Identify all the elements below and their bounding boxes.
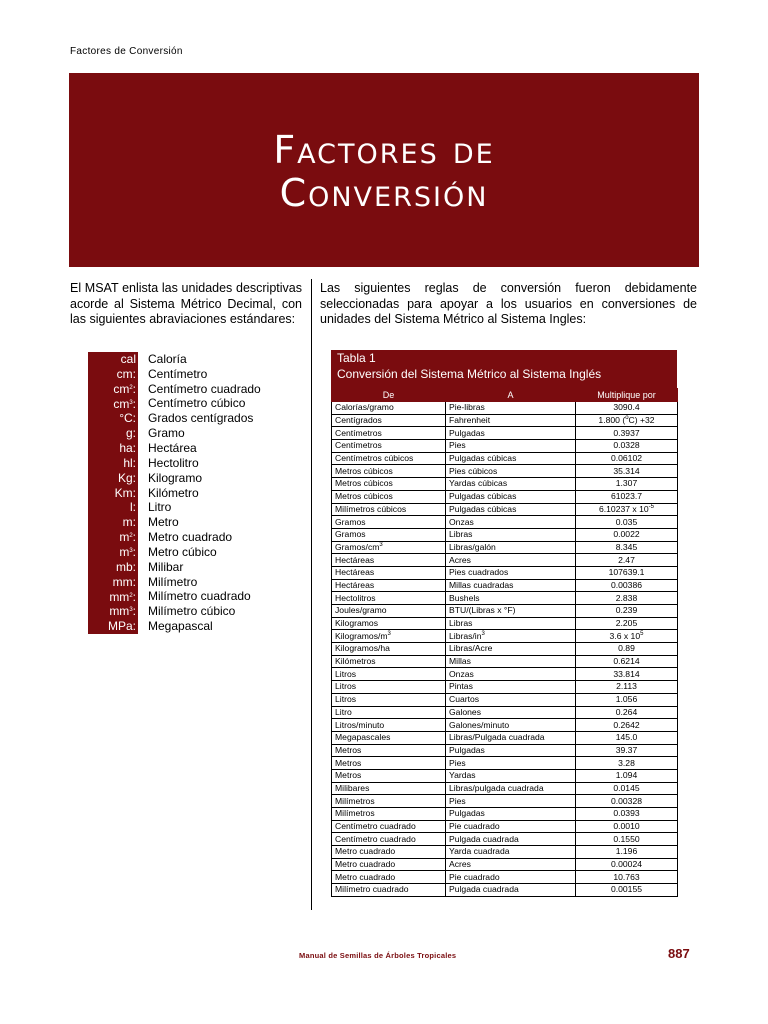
cell-multiplier: 3.6 x $10^5$ [576,630,678,643]
cell-multiplier: 6.10237 x $10^{-5}$ [576,503,678,516]
abbreviation-code: ha: [88,441,138,456]
table-row [332,731,678,744]
abbreviation-name: Milibar [148,559,184,574]
abbreviation-code: l: [88,500,138,515]
cell-to: Pulgadas [446,808,576,821]
abbreviation-name: Metro cuadrado [148,530,233,545]
table-row [332,465,678,478]
cell-to: Pie cuadrado [446,820,576,833]
cell-multiplier: 2.47 [576,554,678,567]
header-to: A [446,389,576,402]
table-row [332,871,678,884]
cell-from: Litros [332,681,446,694]
abbreviation-item [88,590,261,605]
cell-to: Yarda cuadrada [446,846,576,859]
page-number: 887 [668,946,690,961]
cell-from: Kilogramos/ha [332,643,446,656]
cell-multiplier: 0.6214 [576,655,678,668]
cell-multiplier: 1.196 [576,846,678,859]
cell-from: Metro cuadrado [332,858,446,871]
abbreviation-name: Metro cúbico [148,544,217,559]
abbreviation-item [88,456,261,471]
table-caption [331,350,677,388]
abbreviation-name: Megapascal [148,619,213,634]
cell-multiplier: 33.814 [576,668,678,681]
abbreviation-item [88,411,261,426]
running-header: Factores de Conversión [70,46,183,57]
abbreviation-item [88,515,261,530]
cell-to: Fahrenheit [446,414,576,427]
conversion-table [331,388,678,897]
cell-multiplier: 0.00328 [576,795,678,808]
cell-from: Litros [332,668,446,681]
cell-to: Pies cuadrados [446,566,576,579]
cell-multiplier: 2.838 [576,592,678,605]
abbreviation-name: Metro [148,515,179,530]
cell-from: Litros/minuto [332,719,446,732]
abbreviation-code: cm: [88,367,138,382]
cell-multiplier: 1.800 ($^o$C) +32 [576,414,678,427]
table-row [332,681,678,694]
intro-right-paragraph: Las siguientes reglas de conversión fueron debidamente seleccionadas para apoyar a los usuarios en conversiones de unidades del Sistema Métrico al Sistema Ingles: [320,281,697,326]
footer-title: Manual de Semillas de Árboles Tropicales [299,951,457,960]
cell-to: Pie-libras [446,402,576,415]
table-row [332,643,678,656]
banner-title-line-2: Conversión [279,171,489,215]
cell-to: Yardas [446,769,576,782]
table-header-row [332,389,678,402]
cell-multiplier: 3090.4 [576,402,678,415]
table-row [332,516,678,529]
cell-from: Centímetros cúbicos [332,452,446,465]
table-row [332,782,678,795]
abbreviation-code: $m^2$: [88,530,138,545]
table-row [332,541,678,554]
cell-from: Litros [332,693,446,706]
abbreviation-item [88,397,261,412]
cell-from: Megapascales [332,731,446,744]
cell-multiplier: 0.0328 [576,440,678,453]
table-row [332,795,678,808]
cell-multiplier: 2.205 [576,617,678,630]
cell-to: Onzas [446,668,576,681]
table-row [332,566,678,579]
abbreviation-item [88,575,261,590]
cell-to: Pies [446,795,576,808]
table-row [332,440,678,453]
cell-from: Kilogramos/$m^3$ [332,630,446,643]
table-row [332,757,678,770]
table-body [332,402,678,897]
cell-to: Galones [446,706,576,719]
abbreviation-name: Milímetro cúbico [148,604,236,619]
abbreviation-code: $mm^2$: [88,590,138,605]
cell-to: Acres [446,858,576,871]
abbreviation-code: mb: [88,560,138,575]
cell-multiplier: 1.307 [576,478,678,491]
cell-to: Pulgadas cúbicas [446,452,576,465]
abbreviation-list [88,352,261,634]
abbreviation-code: hl: [88,456,138,471]
cell-multiplier: 0.2642 [576,719,678,732]
abbreviation-code: Km: [88,486,138,501]
abbreviation-item [88,471,261,486]
table-row [332,808,678,821]
cell-multiplier: 0.0393 [576,808,678,821]
abbreviation-item [88,604,261,619]
table-caption-subtitle: Conversión del Sistema Métrico al Sistema Inglés [337,366,602,381]
header-from: De [332,389,446,402]
cell-to: Millas cuadradas [446,579,576,592]
cell-multiplier: 0.239 [576,605,678,618]
cell-multiplier: 0.00024 [576,858,678,871]
cell-multiplier: 0.264 [576,706,678,719]
cell-to: Bushels [446,592,576,605]
table-row [332,452,678,465]
intro-left-paragraph: El MSAT enlista las unidades descriptivas acorde al Sistema Métrico Decimal, con las siguientes abraviaciones estándares: [70,281,302,326]
cell-multiplier: 107639.1 [576,566,678,579]
abbreviation-code: $m^3$: [88,545,138,560]
cell-from: Metros cúbicos [332,490,446,503]
cell-from: Milímetro cuadrado [332,884,446,897]
abbreviation-item [88,426,261,441]
abbreviation-code: $cm^3$: [88,397,138,412]
conversion-table-container [331,350,677,897]
cell-to: Pulgada cuadrada [446,884,576,897]
cell-from: Metros [332,744,446,757]
cell-multiplier: 0.0145 [576,782,678,795]
abbreviation-item [88,500,261,515]
cell-from: Joules/gramo [332,605,446,618]
cell-to: Libras/Acre [446,643,576,656]
cell-multiplier: 0.035 [576,516,678,529]
cell-to: BTU/(Libras x °F) [446,605,576,618]
cell-to: Pies cúbicos [446,465,576,478]
cell-multiplier: 39.37 [576,744,678,757]
cell-multiplier: 2.113 [576,681,678,694]
abbreviation-name: Centímetro [148,366,208,381]
abbreviation-code: $cm^2$: [88,382,138,397]
table-row [332,554,678,567]
table-row [332,605,678,618]
cell-multiplier: 8.345 [576,541,678,554]
abbreviation-code: m: [88,515,138,530]
table-row [332,706,678,719]
cell-from: Milímetros [332,795,446,808]
cell-from: Milibares [332,782,446,795]
cell-from: Metros [332,757,446,770]
abbreviation-name: Litro [148,500,172,515]
cell-multiplier: 1.056 [576,693,678,706]
cell-to: Pies [446,757,576,770]
abbreviation-item [88,545,261,560]
cell-to: Libras/pulgada cuadrada [446,782,576,795]
cell-multiplier: 10.763 [576,871,678,884]
table-row [332,769,678,782]
abbreviation-item [88,441,261,456]
table-row [332,744,678,757]
abbreviation-item [88,367,261,382]
table-row [332,478,678,491]
cell-to: Galones/minuto [446,719,576,732]
table-row [332,579,678,592]
cell-from: Hectolitros [332,592,446,605]
cell-from: Hectáreas [332,579,446,592]
cell-from: Hectáreas [332,566,446,579]
cell-to: Pulgadas [446,427,576,440]
cell-from: Kilogramos [332,617,446,630]
table-row [332,884,678,897]
abbreviation-name: Gramo [148,426,185,441]
cell-multiplier: 1.094 [576,769,678,782]
cell-multiplier: 35.314 [576,465,678,478]
cell-from: Milímetros [332,808,446,821]
cell-to: Libras [446,617,576,630]
abbreviation-code: Kg: [88,471,138,486]
cell-multiplier: 61023.7 [576,490,678,503]
table-row [332,503,678,516]
cell-multiplier: 0.06102 [576,452,678,465]
cell-from: Kilómetros [332,655,446,668]
table-row [332,693,678,706]
cell-to: Onzas [446,516,576,529]
cell-to: Yardas cúbicas [446,478,576,491]
cell-to: Pintas [446,681,576,694]
cell-from: Metros [332,769,446,782]
abbreviation-item [88,486,261,501]
cell-from: Centímetros [332,427,446,440]
cell-from: Centígrados [332,414,446,427]
cell-from: Metros cúbicos [332,478,446,491]
cell-to: Libras/Pulgada cuadrada [446,731,576,744]
abbreviation-item [88,560,261,575]
cell-from: Metro cuadrado [332,871,446,884]
cell-multiplier: 3.28 [576,757,678,770]
cell-to: Pies [446,440,576,453]
table-row [332,490,678,503]
cell-multiplier: 0.89 [576,643,678,656]
abbreviation-name: Milímetro cuadrado [148,589,251,604]
cell-to: Libras/galón [446,541,576,554]
cell-to: Pulgadas cúbicas [446,503,576,516]
abbreviation-item [88,352,261,367]
abbreviation-code: MPa: [88,619,138,634]
table-row [332,427,678,440]
table-row [332,630,678,643]
cell-to: Millas [446,655,576,668]
cell-from: Gramos [332,528,446,541]
table-row [332,528,678,541]
abbreviation-name: Kilogramo [148,470,203,485]
abbreviation-name: Kilómetro [148,485,199,500]
cell-from: Litro [332,706,446,719]
header-multiply-by: Multiplique por [576,389,678,402]
cell-multiplier: 0.1550 [576,833,678,846]
abbreviation-item [88,619,261,634]
table-row [332,719,678,732]
cell-multiplier: 0.00155 [576,884,678,897]
abbreviation-name: Centímetro cuadrado [148,381,261,396]
cell-from: Centímetros [332,440,446,453]
table-row [332,820,678,833]
table-row [332,846,678,859]
cell-to: Cuartos [446,693,576,706]
cell-from: Gramos [332,516,446,529]
abbreviation-name: Milímetro [148,574,198,589]
abbreviation-name: Hectárea [148,440,197,455]
table-row [332,402,678,415]
table-row [332,414,678,427]
table-row [332,655,678,668]
abbreviation-code: mm: [88,575,138,590]
cell-from: Gramos/$cm^3$ [332,541,446,554]
cell-multiplier: 0.0010 [576,820,678,833]
cell-to: Pulgada cuadrada [446,833,576,846]
abbreviation-item [88,530,261,545]
cell-multiplier: 145.0 [576,731,678,744]
abbreviation-code: °C: [88,411,138,426]
column-divider [311,279,312,910]
cell-from: Centímetro cuadrado [332,820,446,833]
banner-title-line-1: Factores de [273,128,495,172]
cell-to: Pulgadas [446,744,576,757]
table-row [332,617,678,630]
cell-multiplier: 0.0022 [576,528,678,541]
abbreviation-name: Centímetro cúbico [148,396,246,411]
cell-from: Milímetros cúbicos [332,503,446,516]
cell-to: Libras/$in^3$ [446,630,576,643]
abbreviation-name: Hectolitro [148,455,199,470]
cell-to: Pie cuadrado [446,871,576,884]
table-row [332,668,678,681]
cell-to: Acres [446,554,576,567]
abbreviation-code: cal [88,352,138,367]
cell-to: Pulgadas cúbicas [446,490,576,503]
abbreviation-name: Caloría [148,351,187,366]
cell-to: Libras [446,528,576,541]
cell-from: Calorías/gramo [332,402,446,415]
table-row [332,592,678,605]
abbreviation-name: Grados centígrados [148,411,254,426]
cell-from: Centímetro cuadrado [332,833,446,846]
abbreviation-item [88,382,261,397]
table-row [332,858,678,871]
abbreviation-code: $mm^3$: [88,604,138,619]
cell-multiplier: 0.3937 [576,427,678,440]
cell-from: Hectáreas [332,554,446,567]
title-banner [69,73,699,267]
table-row [332,833,678,846]
cell-from: Metro cuadrado [332,846,446,859]
abbreviation-code: g: [88,426,138,441]
table-caption-title: Tabla 1 [337,351,376,365]
cell-from: Metros cúbicos [332,465,446,478]
cell-multiplier: 0.00386 [576,579,678,592]
